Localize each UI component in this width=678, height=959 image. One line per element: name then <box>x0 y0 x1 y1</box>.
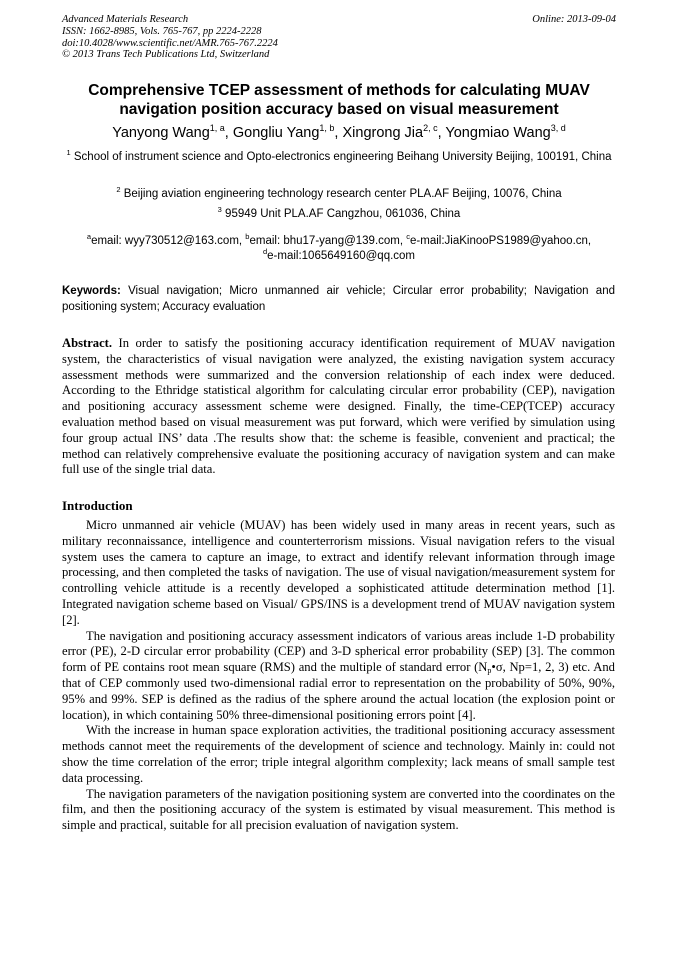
author-sup: 2, c <box>423 123 438 133</box>
author-sup: 1, a <box>209 123 225 133</box>
paragraph-text: •σ, Np=1, 2, 3) etc. And that of CEP commonly used two-dimensional radial error to representation on the probability of 50%, 90%, 95% and 99%. SEP is defined as the radius of the sphere around the actual location (the explosion point or location), in which containing 50% three-dimensional positioning errors point [4]. <box>62 660 615 722</box>
affiliation-sup: 1 <box>66 148 71 157</box>
journal-name: Advanced Materials Research <box>62 14 189 25</box>
keywords <box>62 284 615 315</box>
affiliation-text: Beijing aviation engineering technology research center PLA.AF Beijing, 10076, China <box>123 188 562 200</box>
author-sep: , <box>334 125 343 141</box>
abstract-label: Abstract. <box>62 336 113 350</box>
email-sup: d <box>262 247 268 256</box>
author-sup: 1, b <box>319 123 335 133</box>
author-list <box>30 124 648 142</box>
issn-line: ISSN: 1662-8985, Vols. 765-767, pp 2224-2228 <box>62 25 262 37</box>
author-name: Yongmiao Wang <box>445 125 551 141</box>
abstract <box>62 336 615 478</box>
email-a[interactable]: email: wyy730512@163.com, <box>91 235 246 247</box>
paragraph-text: The navigation and positioning accuracy assessment indicators of various areas include 1-D probability error (PE), 2-D circular error probability (CEP) and 3-D spherical error probability (SEP) [3]. The common form of PE contains root mean square (RMS) and the multiple of standard error (N <box>62 628 615 675</box>
abstract-text: In order to satisfy the positioning accuracy identification requirement of MUAV navigation system, the characteristics of visual navigation were analyzed, the existing navigation system accuracy assessment methods were summarized and the conversion relationship of each index were deduced. According to the Ethridge statistical algorithm for calculating circular error probability (CEP), navigation and positioning accuracy assessment scheme were designed. Finally, the time-CEP(TCEP) accuracy evaluation method based on visual measurement was put forward, which were verified by simulation using four group actual INS’ data .The results show that: the scheme is feasible, convenient and practical; the method can relatively comprehensive evaluate the positioning accuracy of navigation system and can make full use of the single trial data. <box>62 336 615 477</box>
affiliation-sup: 3 <box>217 205 222 214</box>
paper-title: Comprehensive TCEP assessment of methods for calculating MUAV navigation position accuracy based on visual measurement <box>88 82 590 118</box>
affiliation-2 <box>56 186 622 202</box>
email-b[interactable]: email: bhu17-yang@139.com, <box>249 235 407 247</box>
paragraph: The navigation parameters of the navigation positioning system are converted into the coordinates on the film, and then the positioning accuracy of the system is estimated by visual measurement. This method is simple and practical, suitable for all precision evaluation of navigation system. <box>62 786 615 833</box>
affiliation-sup: 2 <box>116 185 121 194</box>
author-sep: , <box>224 125 233 141</box>
paragraph: With the increase in human space exploration activities, the traditional positioning accuracy assessment methods cannot meet the requirements of the development of science and technology. Mainly in: could not show the time correlation of the error; triple integral algorithm complexity; lack means of small sample test data processing. <box>62 723 615 785</box>
email-c[interactable]: e-mail:JiaKinooPS1989@yahoo.cn, <box>410 235 592 247</box>
email-list <box>56 234 622 264</box>
introduction-body <box>62 518 615 834</box>
affiliation-3 <box>56 206 622 222</box>
author-name: Gongliu Yang <box>232 125 320 141</box>
keywords-text: Visual navigation; Micro unmanned air vehicle; Circular error probability; Navigation and positioning system; Accuracy evaluation <box>62 285 615 313</box>
section-heading-introduction: Introduction <box>62 498 133 513</box>
copyright-line: © 2013 Trans Tech Publications Ltd, Switzerland <box>62 49 270 61</box>
author-name: Xingrong Jia <box>342 125 424 141</box>
journal-header <box>62 14 278 61</box>
keywords-label: Keywords: <box>62 285 121 297</box>
affiliation-text: School of instrument science and Opto-electronics engineering Beihang University Beijing, 100191, China <box>73 151 612 163</box>
affiliation-text: 95949 Unit PLA.AF Cangzhou, 061036, China <box>225 208 461 220</box>
author-name: Yanyong Wang <box>112 125 210 141</box>
author-sep: , <box>437 125 446 141</box>
paragraph: Micro unmanned air vehicle (MUAV) has been widely used in many areas in recent years, such as military reconnaissance, intelligence and counterterrorism missions. Visual navigation refers to the visual system uses the camera to capture an image, to extract and identify relevant information through image processing, and then completed the tasks of navigation. The use of visual navigation/measurement system for controlling vehicle attitude is a recently developed a sophisticated attitude determination method [1]. Integrated navigation scheme based on Visual/ GPS/INS is a development trend of MUAV navigation system [2]. <box>62 518 615 627</box>
email-d[interactable]: e-mail:1065649160@qq.com <box>267 250 416 262</box>
subscript: p <box>487 666 492 676</box>
email-sup: c <box>406 232 411 241</box>
affiliation-1 <box>56 149 622 165</box>
email-sup: b <box>245 232 250 241</box>
doi-line: doi:10.4028/www.scientific.net/AMR.765-767.2224 <box>62 37 278 49</box>
paragraph <box>62 629 615 724</box>
email-sup: a <box>86 232 92 241</box>
online-date: Online: 2013-09-04 <box>532 14 616 25</box>
author-sup: 3, d <box>550 123 566 133</box>
